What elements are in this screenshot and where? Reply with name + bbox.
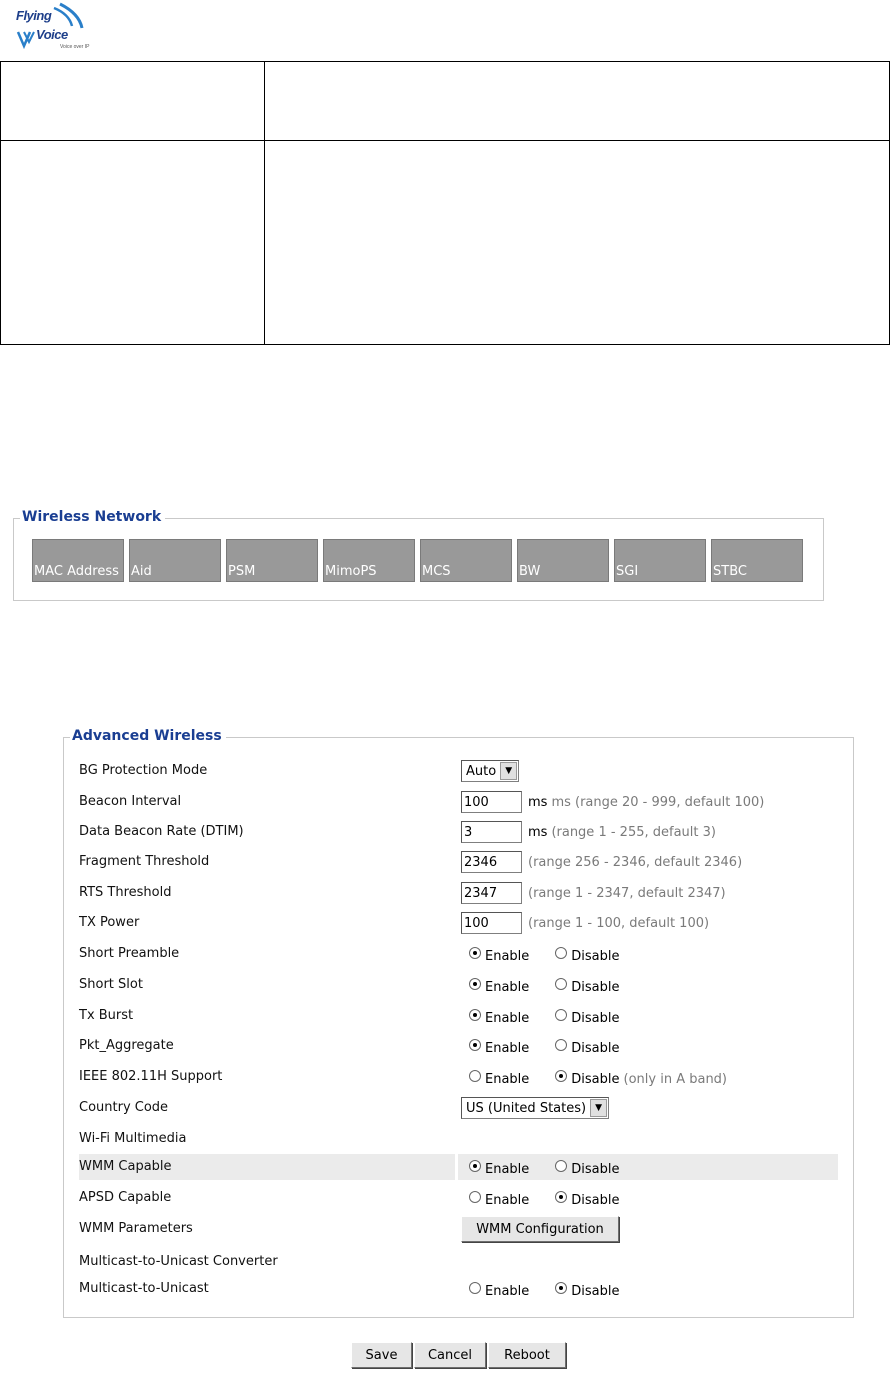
m2u-label: Multicast-to-Unicast bbox=[79, 1281, 209, 1296]
column-header-sgi: SGI bbox=[614, 539, 706, 582]
bg-protection-select[interactable]: Auto ▼ bbox=[461, 760, 519, 782]
ieee80211h-label: IEEE 802.11H Support bbox=[79, 1069, 223, 1084]
beacon-interval-input[interactable] bbox=[461, 791, 522, 813]
short-slot-disable-radio[interactable]: Disable bbox=[547, 980, 619, 995]
short-slot-label: Short Slot bbox=[79, 977, 143, 992]
table-cell bbox=[1, 62, 265, 141]
country-code-label: Country Code bbox=[79, 1100, 169, 1115]
apsd-capable-label: APSD Capable bbox=[79, 1190, 172, 1205]
advanced-wireless-legend: Advanced Wireless bbox=[70, 728, 226, 744]
apsd-capable-enable-radio[interactable]: Enable bbox=[461, 1193, 529, 1208]
wmm-configuration-button[interactable]: WMM Configuration bbox=[461, 1216, 619, 1242]
ieee80211h-enable-radio[interactable]: Enable bbox=[461, 1072, 529, 1087]
chevron-down-icon[interactable]: ▼ bbox=[590, 1099, 607, 1117]
short-preamble-label: Short Preamble bbox=[79, 946, 180, 961]
row-ieee80211h bbox=[79, 1064, 839, 1090]
dtim-input[interactable] bbox=[461, 821, 522, 843]
row-country-code bbox=[79, 1095, 839, 1121]
row-short-slot bbox=[79, 972, 839, 998]
m2u-enable-radio[interactable]: Enable bbox=[461, 1284, 529, 1299]
pkt-aggregate-label: Pkt_Aggregate bbox=[79, 1038, 174, 1053]
rts-threshold-label: RTS Threshold bbox=[79, 885, 172, 900]
row-short-preamble bbox=[79, 941, 839, 967]
wireless-network-panel bbox=[13, 509, 824, 601]
document-table bbox=[0, 61, 890, 345]
short-preamble-enable-radio[interactable]: Enable bbox=[461, 949, 529, 964]
row-pkt-aggregate bbox=[79, 1033, 839, 1059]
rts-threshold-hint: (range 1 - 2347, default 2347) bbox=[528, 885, 726, 901]
logo-text-line2: Voice bbox=[36, 27, 68, 42]
short-preamble-disable-radio[interactable]: Disable bbox=[547, 949, 619, 964]
column-header-mimops: MimoPS bbox=[323, 539, 415, 582]
wireless-network-legend: Wireless Network bbox=[20, 509, 165, 525]
wifi-multimedia-heading: Wi-Fi Multimedia bbox=[79, 1131, 187, 1146]
row-tx-power bbox=[79, 910, 839, 936]
apsd-capable-disable-radio[interactable]: Disable bbox=[547, 1193, 619, 1208]
tx-burst-enable-radio[interactable]: Enable bbox=[461, 1011, 529, 1026]
wmm-capable-disable-radio[interactable]: Disable bbox=[547, 1162, 619, 1177]
column-header-stbc: STBC bbox=[711, 539, 803, 582]
tx-burst-disable-radio[interactable]: Disable bbox=[547, 1011, 619, 1026]
wmm-parameters-label: WMM Parameters bbox=[79, 1221, 193, 1236]
bg-protection-label: BG Protection Mode bbox=[79, 763, 208, 778]
row-apsd-capable bbox=[79, 1185, 839, 1211]
tx-power-input[interactable] bbox=[461, 912, 522, 934]
tx-power-label: TX Power bbox=[79, 915, 140, 930]
row-dtim bbox=[79, 819, 839, 845]
fragment-threshold-hint: (range 256 - 2346, default 2346) bbox=[528, 854, 743, 870]
ieee80211h-disable-radio[interactable]: Disable bbox=[547, 1072, 619, 1087]
save-button[interactable]: Save bbox=[351, 1342, 412, 1368]
ieee80211h-hint: (only in A band) bbox=[623, 1071, 728, 1087]
row-rts-threshold bbox=[79, 880, 839, 906]
form-actions bbox=[351, 1342, 568, 1368]
beacon-interval-hint: ms (range 20 - 999, default 100) bbox=[551, 794, 765, 810]
row-fragment-threshold bbox=[79, 849, 839, 875]
column-header-mcs: MCS bbox=[420, 539, 512, 582]
logo-tagline: Voice over IP bbox=[60, 44, 90, 50]
row-tx-burst bbox=[79, 1003, 839, 1029]
dtim-label: Data Beacon Rate (DTIM) bbox=[79, 824, 244, 839]
column-header-mac-address: MAC Address bbox=[32, 539, 124, 582]
row-wifi-multimedia bbox=[79, 1126, 839, 1152]
fragment-threshold-label: Fragment Threshold bbox=[79, 854, 210, 869]
flying-voice-logo bbox=[14, 2, 90, 56]
row-wmm-parameters bbox=[79, 1216, 839, 1242]
row-bg-protection bbox=[79, 758, 839, 784]
row-m2u bbox=[79, 1276, 839, 1302]
tx-burst-label: Tx Burst bbox=[79, 1008, 134, 1023]
wmm-capable-label: WMM Capable bbox=[79, 1159, 172, 1174]
dtim-unit: ms bbox=[528, 824, 548, 840]
wmm-capable-enable-radio[interactable]: Enable bbox=[461, 1162, 529, 1177]
chevron-down-icon[interactable]: ▼ bbox=[500, 762, 517, 780]
column-header-bw: BW bbox=[517, 539, 609, 582]
tx-power-hint: (range 1 - 100, default 100) bbox=[528, 915, 710, 931]
country-code-select[interactable]: US (United States) ▼ bbox=[461, 1097, 609, 1119]
column-header-psm: PSM bbox=[226, 539, 318, 582]
beacon-interval-unit: ms bbox=[528, 794, 548, 810]
station-table-header bbox=[32, 539, 808, 582]
short-slot-enable-radio[interactable]: Enable bbox=[461, 980, 529, 995]
dtim-hint: (range 1 - 255, default 3) bbox=[551, 824, 716, 840]
pkt-aggregate-disable-radio[interactable]: Disable bbox=[547, 1041, 619, 1056]
row-wmm-capable bbox=[79, 1154, 839, 1180]
logo-text-line1: Flying bbox=[16, 8, 52, 23]
table-cell bbox=[265, 62, 890, 141]
table-cell bbox=[1, 141, 265, 345]
pkt-aggregate-enable-radio[interactable]: Enable bbox=[461, 1041, 529, 1056]
fragment-threshold-input[interactable] bbox=[461, 851, 522, 873]
rts-threshold-input[interactable] bbox=[461, 882, 522, 904]
m2u-converter-heading: Multicast-to-Unicast Converter bbox=[79, 1254, 278, 1269]
row-m2u-heading bbox=[79, 1249, 839, 1275]
beacon-interval-label: Beacon Interval bbox=[79, 794, 182, 809]
table-cell bbox=[265, 141, 890, 345]
cancel-button[interactable]: Cancel bbox=[414, 1342, 486, 1368]
m2u-disable-radio[interactable]: Disable bbox=[547, 1284, 619, 1299]
row-beacon-interval bbox=[79, 789, 839, 815]
column-header-aid: Aid bbox=[129, 539, 221, 582]
reboot-button[interactable]: Reboot bbox=[488, 1342, 566, 1368]
